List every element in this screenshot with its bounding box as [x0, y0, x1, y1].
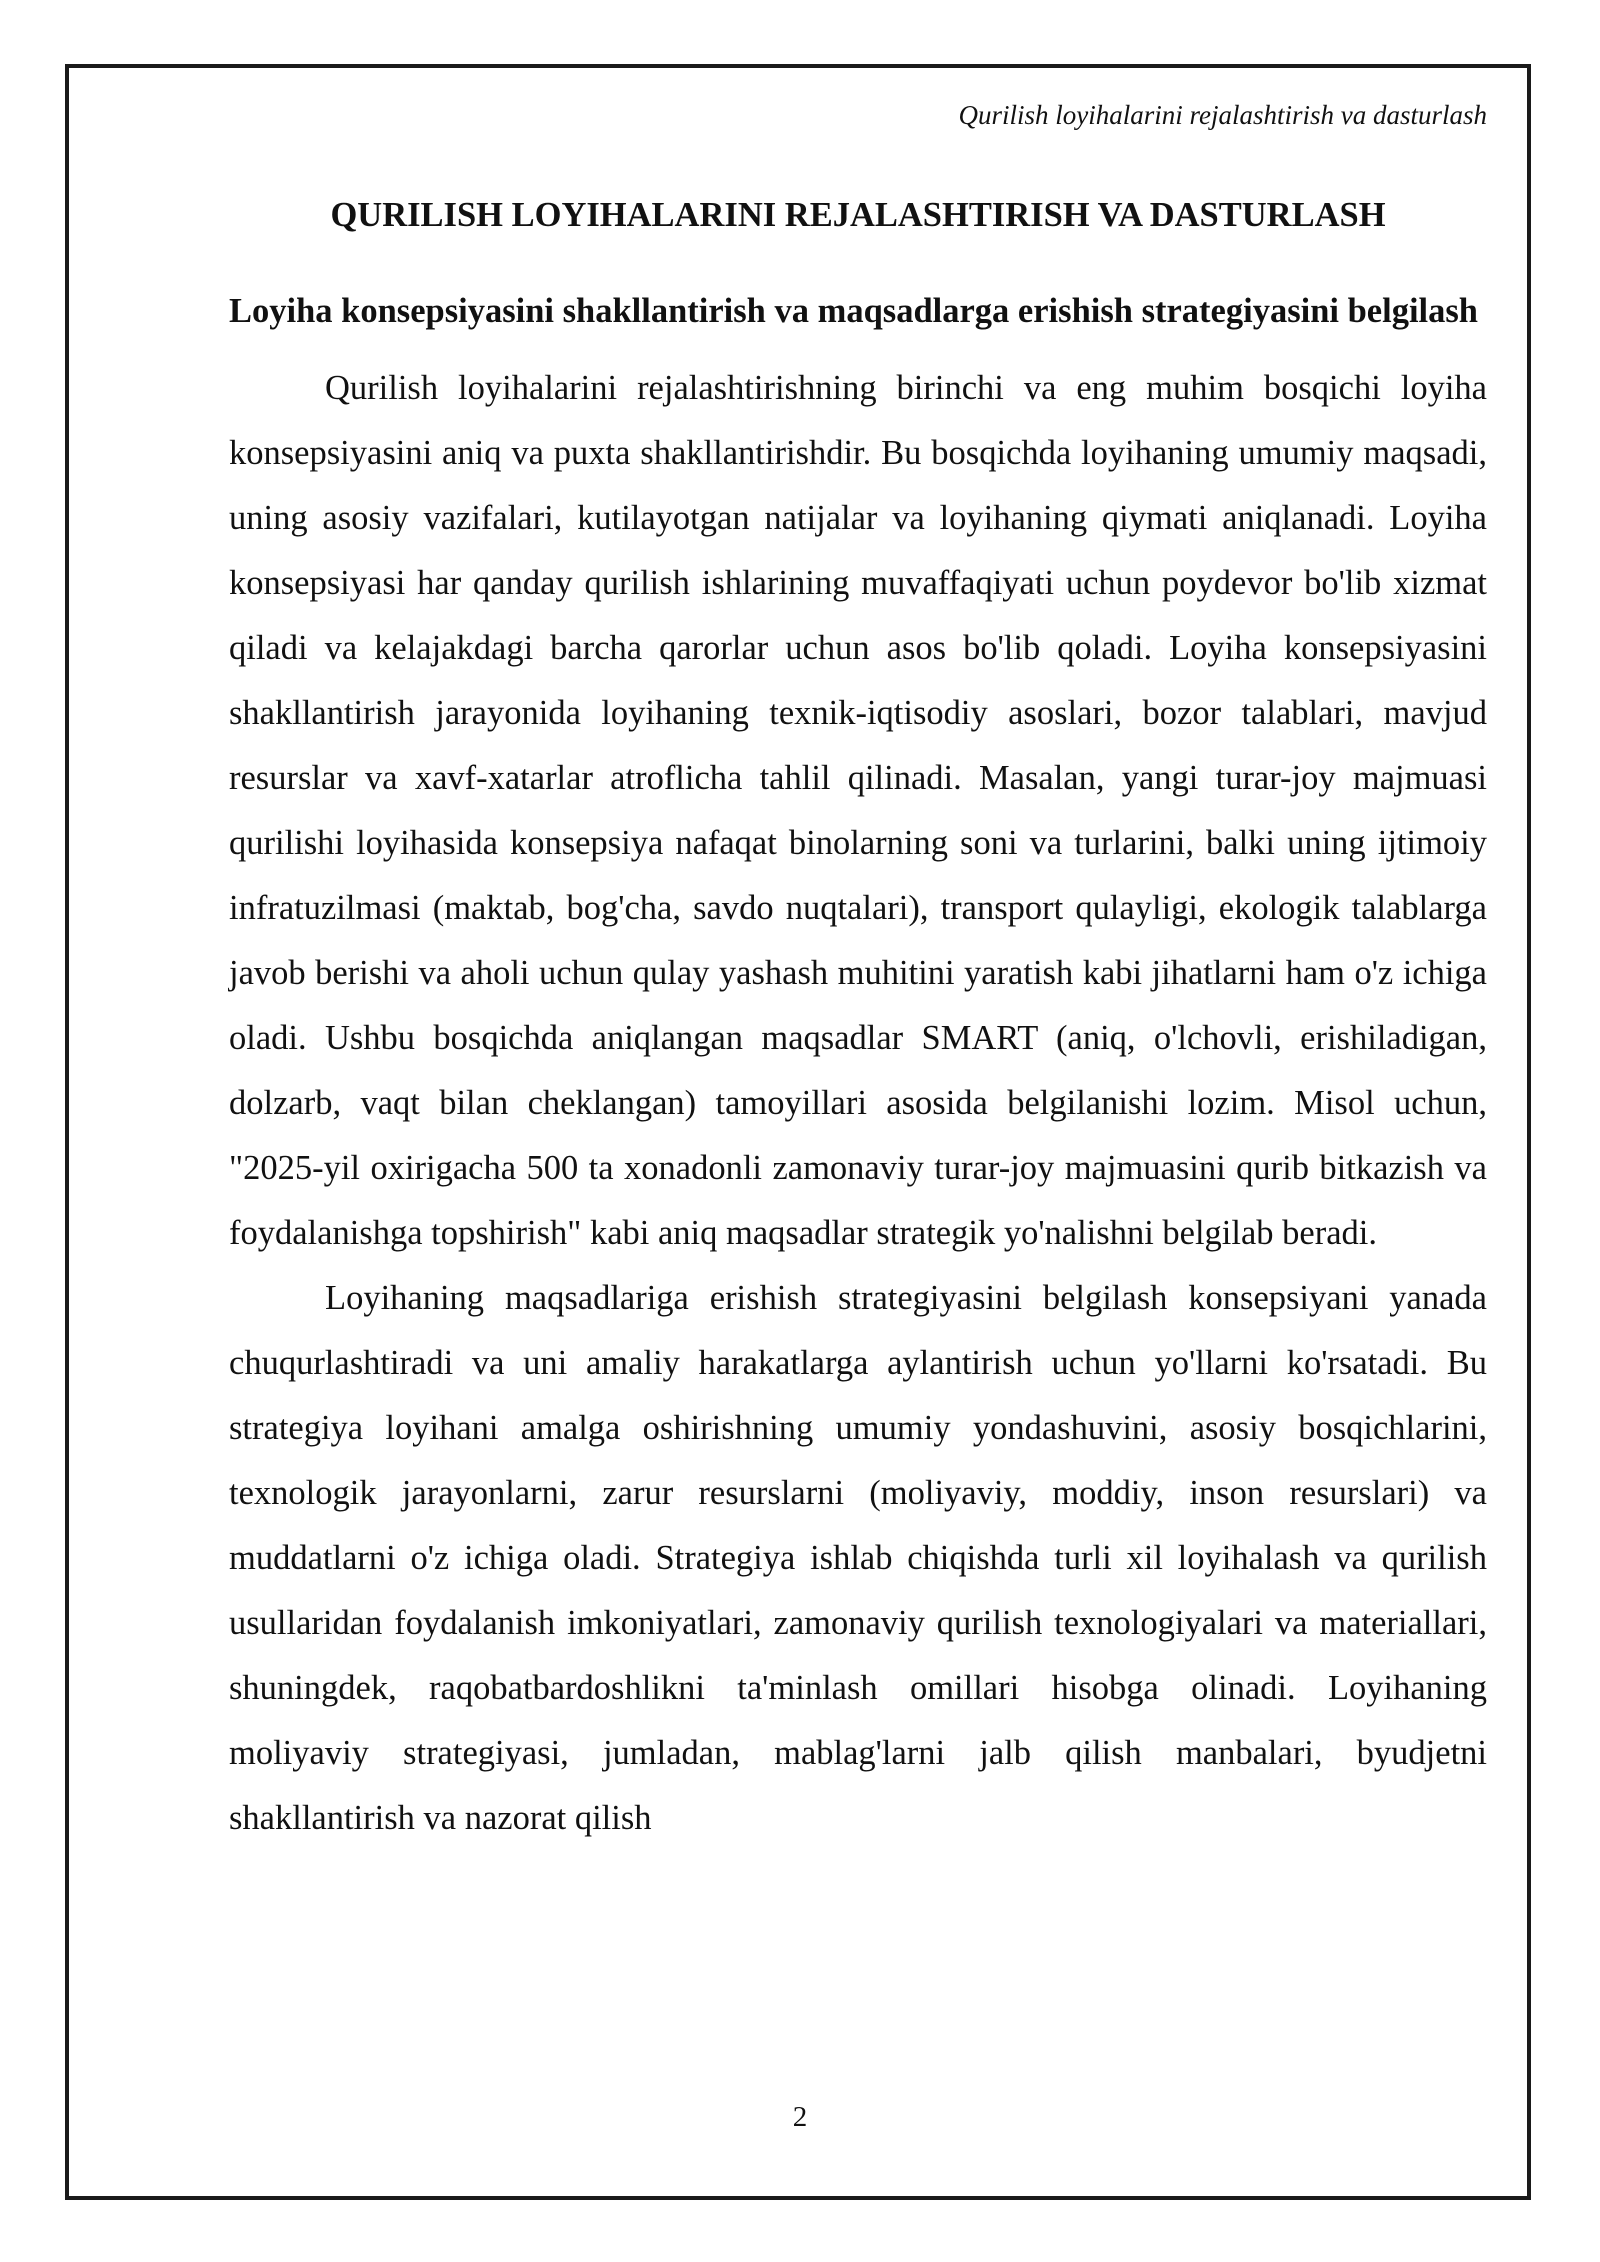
document-body [229, 180, 1487, 1851]
page-number: 2 [792, 2101, 808, 2133]
body-paragraph-1: Qurilish loyihalarini rejalashtirishning birinchi va eng muhim bosqichi loyiha konsepsiyasini aniq va puxta shakllantirishdir. Bu bosqichda loyihaning umumiy maqsadi, uning asosiy vazifalari, kutilayotgan natijalar va loyihaning qiymati aniqlanadi. Loyiha konsepsiyasi har qanday qurilish ishlarining muvaffaqiyati uchun poydevor bo'lib xizmat qiladi va kelajakdagi barcha qarorlar uchun asos bo'lib qoladi. Loyiha konsepsiyasini shakllantirish jarayonida loyihaning texnik-iqtisodiy asoslari, bozor talablari, mavjud resurslar va xavf-xatarlar atroflicha tahlil qilinadi. Masalan, yangi turar-joy majmuasi qurilishi loyihasida konsepsiya nafaqat binolarning soni va turlarini, balki uning ijtimoiy infratuzilmasi (maktab, bog'cha, savdo nuqtalari), transport qulayligi, ekologik talablarga javob berishi va aholi uchun qulay yashash muhitini yaratish kabi jihatlarni ham o'z ichiga oladi. Ushbu bosqichda aniqlangan maqsadlar SMART (aniq, o'lchovli, erishiladigan, dolzarb, vaqt bilan cheklangan) tamoyillari asosida belgilanishi lozim. Misol uchun, "2025-yil oxirigacha 500 ta xonadonli zamonaviy turar-joy majmuasini qurib bitkazish va foydalanishga topshirish" kabi aniq maqsadlar strategik yo'nalishni belgilab beradi. [229, 369, 1487, 1252]
document-title: QURILISH LOYIHALARINI REJALASHTIRISH VA DASTURLASH [330, 196, 1386, 234]
section-heading: Loyiha konsepsiyasini shakllantirish va maqsadlarga erishish strategiyasini belgilash [229, 292, 1478, 330]
body-paragraph-2: Loyihaning maqsadlariga erishish strategiyasini belgilash konsepsiyani yanada chuqurlashtiradi va uni amaliy harakatlarga aylantirish uchun yo'llarni ko'rsatadi. Bu strategiya loyihani amalga oshirishning umumiy yondashuvini, asosiy bosqichlarini, texnologik jarayonlarni, zarur resurslarni (moliyaviy, moddiy, inson resurslari) va muddatlarni o'z ichiga oladi. Strategiya ishlab chiqishda turli xil loyihalash va qurilish usullaridan foydalanish imkoniyatlari, zamonaviy qurilish texnologiyalari va materiallari, shuningdek, raqobatbardoshlikni ta'minlash omillari hisobga olinadi. Loyihaning moliyaviy strategiyasi, jumladan, mablag'larni jalb qilish manbalari, byudjetni shakllantirish va nazorat qilish [229, 1279, 1487, 1837]
running-header: Qurilish loyihalarini rejalashtirish va dasturlash [958, 100, 1487, 130]
